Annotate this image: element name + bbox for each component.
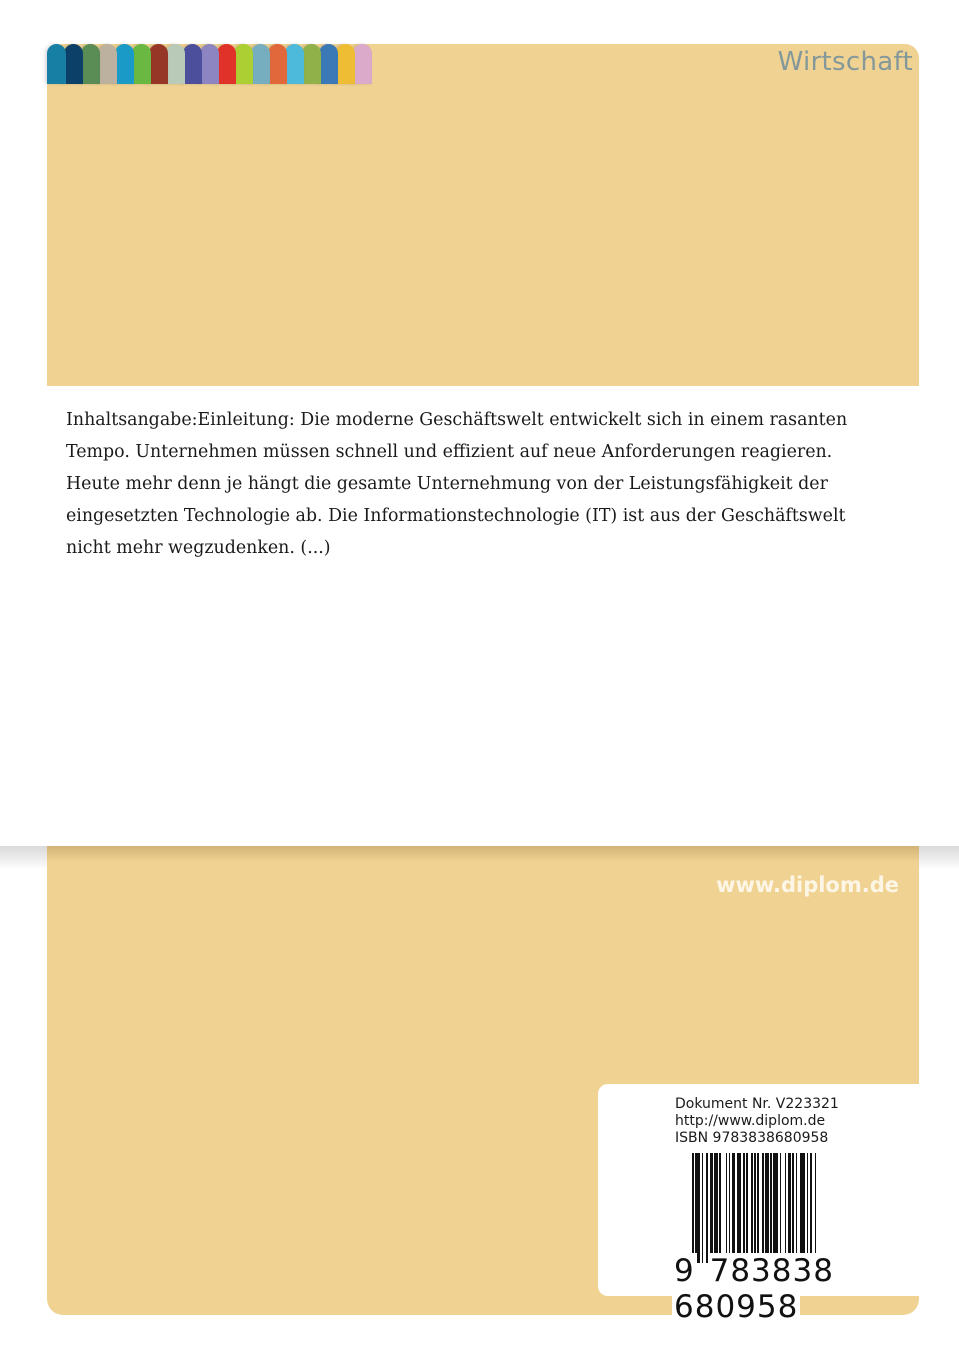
abstract-line: Inhaltsangabe:Einleitung: Die moderne Geschäftswelt entwickelt sich in einem rasanten bbox=[66, 410, 848, 430]
color-tab bbox=[302, 44, 321, 84]
color-tab bbox=[132, 44, 151, 84]
category-label: Wirtschaft bbox=[777, 47, 913, 77]
color-tab bbox=[47, 44, 66, 84]
color-tab bbox=[115, 44, 134, 84]
website-label: www.diplom.de bbox=[716, 873, 899, 897]
barcode bbox=[692, 1153, 900, 1263]
color-tab bbox=[217, 44, 236, 84]
color-tab bbox=[285, 44, 304, 84]
document-number: Dokument Nr. V223321 bbox=[675, 1096, 839, 1112]
publisher-url: http://www.diplom.de bbox=[675, 1113, 826, 1129]
color-tab bbox=[268, 44, 287, 84]
cover-top-panel bbox=[47, 44, 919, 386]
color-tab bbox=[166, 44, 185, 84]
barcode-digit-group1: 783838 bbox=[709, 1253, 834, 1289]
color-tab bbox=[353, 44, 372, 84]
barcode-bar bbox=[816, 1153, 818, 1263]
color-tab bbox=[149, 44, 168, 84]
document-info bbox=[675, 1096, 839, 1147]
color-tab bbox=[81, 44, 100, 84]
color-tabs bbox=[47, 44, 370, 84]
barcode-digit-group2: 680958 bbox=[674, 1289, 799, 1325]
color-tab bbox=[336, 44, 355, 84]
abstract-line: eingesetzten Technologie ab. Die Informationstechnologie (IT) ist aus der Geschäftswelt bbox=[66, 506, 846, 526]
color-tab bbox=[200, 44, 219, 84]
abstract-line: Tempo. Unternehmen müssen schnell und effizient auf neue Anforderungen reagieren. bbox=[66, 442, 833, 462]
abstract-text bbox=[66, 404, 886, 564]
isbn-label: ISBN 9783838680958 bbox=[675, 1130, 829, 1146]
color-tab bbox=[64, 44, 83, 84]
abstract-line: Heute mehr denn je hängt die gesamte Unternehmung von der Leistungsfähigkeit der bbox=[66, 474, 828, 494]
color-tab bbox=[319, 44, 338, 84]
color-tab bbox=[98, 44, 117, 84]
color-tab bbox=[251, 44, 270, 84]
abstract-line: nicht mehr wegzudenken. (...) bbox=[66, 538, 331, 558]
barcode-digit-first: 9 bbox=[674, 1253, 695, 1289]
barcode-digits bbox=[672, 1253, 959, 1325]
color-tab bbox=[234, 44, 253, 84]
color-tab bbox=[183, 44, 202, 84]
